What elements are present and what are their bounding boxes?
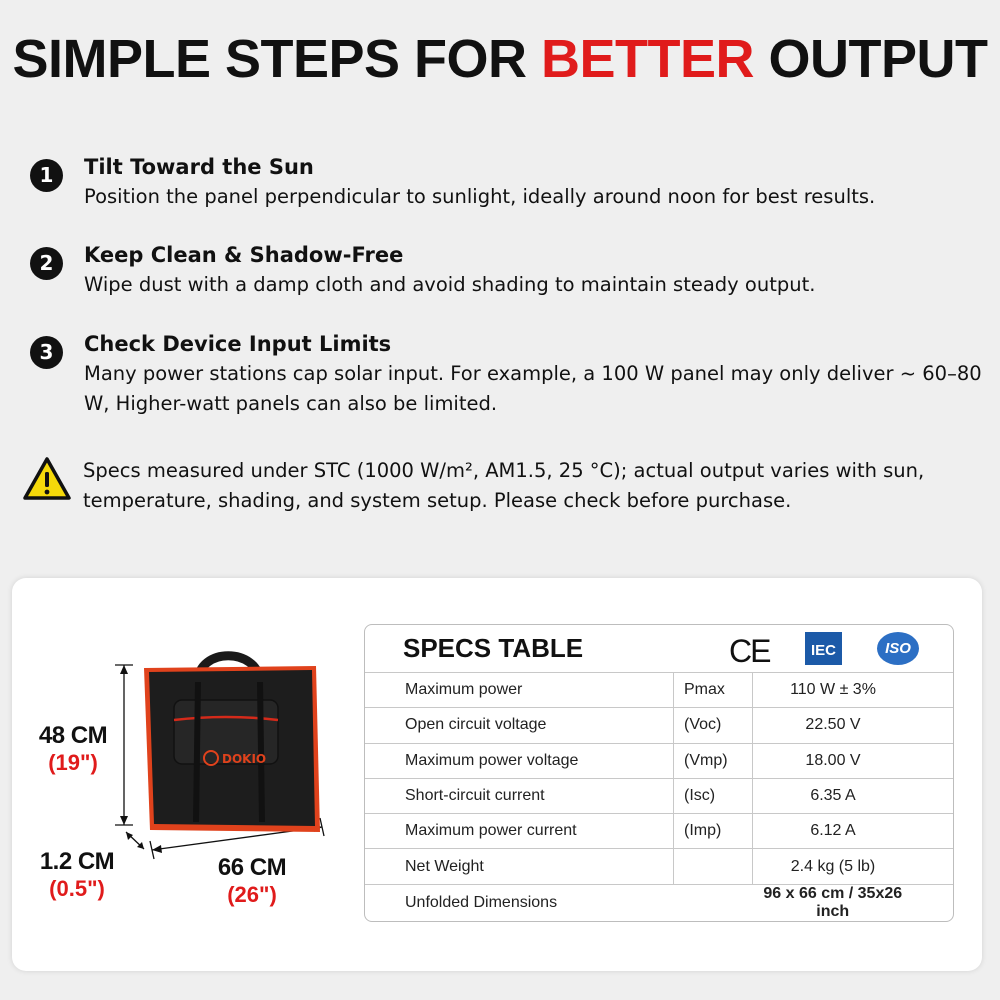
brand-logo: DOKIO bbox=[222, 752, 267, 766]
step-1 bbox=[30, 152, 990, 212]
ce-mark-icon: CE bbox=[729, 633, 770, 669]
table-row: Net Weight 2.4 kg (5 lb) bbox=[365, 849, 953, 884]
step-body: Wipe dust with a damp cloth and avoid shading to maintain steady output. bbox=[84, 273, 816, 296]
step-number-icon: 3 bbox=[30, 336, 63, 369]
table-row: Short-circuit current (Isc) 6.35 A bbox=[365, 778, 953, 813]
iso-logo-icon: ISO bbox=[877, 632, 919, 665]
iec-logo-icon: IEC bbox=[805, 632, 842, 665]
specs-table-title: SPECS TABLE bbox=[403, 633, 584, 663]
title-part-1: SIMPLE STEPS FOR bbox=[12, 29, 542, 89]
step-body: Position the panel perpendicular to sunlight, ideally around noon for best results. bbox=[84, 185, 876, 208]
height-dimension bbox=[30, 722, 116, 776]
page-title bbox=[0, 28, 1000, 90]
warning-text: Specs measured under STC (1000 W/m², AM1.5, 25 °C); actual output varies with sun, temperature, shading, and system setup. Please check before purchase. bbox=[83, 459, 925, 512]
specs-table bbox=[364, 624, 954, 922]
warning-triangle-icon bbox=[22, 456, 72, 502]
table-row: Open circuit voltage (Voc) 22.50 V bbox=[365, 708, 953, 743]
specs-table-grid bbox=[365, 672, 953, 921]
table-row: Unfolded Dimensions 96 x 66 cm / 35x26 inch bbox=[365, 884, 953, 921]
width-dimension bbox=[205, 854, 299, 908]
step-3 bbox=[30, 329, 990, 421]
step-number-icon: 2 bbox=[30, 247, 63, 280]
width-cm: 66 CM bbox=[217, 854, 287, 881]
step-2 bbox=[30, 240, 990, 300]
table-row: Maximum power Pmax 110 W ± 3% bbox=[365, 673, 953, 708]
title-part-2: OUTPUT bbox=[754, 29, 988, 89]
table-row: Maximum power current (Imp) 6.12 A bbox=[365, 814, 953, 849]
step-body: Many power stations cap solar input. For example, a 100 W panel may only deliver ~ 60–80 W, Higher-watt panels can also be limited. bbox=[84, 362, 982, 415]
depth-cm: 1.2 CM bbox=[39, 848, 115, 875]
step-title: Tilt Toward the Sun bbox=[84, 155, 314, 179]
width-in: (26") bbox=[227, 882, 277, 907]
step-title: Keep Clean & Shadow-Free bbox=[84, 243, 404, 267]
solar-bag-image bbox=[138, 642, 323, 842]
step-number-icon: 1 bbox=[30, 159, 63, 192]
height-cm: 48 CM bbox=[38, 722, 108, 749]
depth-dimension bbox=[30, 848, 124, 902]
height-in: (19") bbox=[48, 750, 98, 775]
step-title: Check Device Input Limits bbox=[84, 332, 392, 356]
depth-in: (0.5") bbox=[49, 876, 105, 901]
title-highlight: BETTER bbox=[541, 29, 755, 89]
table-row: Maximum power voltage (Vmp) 18.00 V bbox=[365, 743, 953, 778]
